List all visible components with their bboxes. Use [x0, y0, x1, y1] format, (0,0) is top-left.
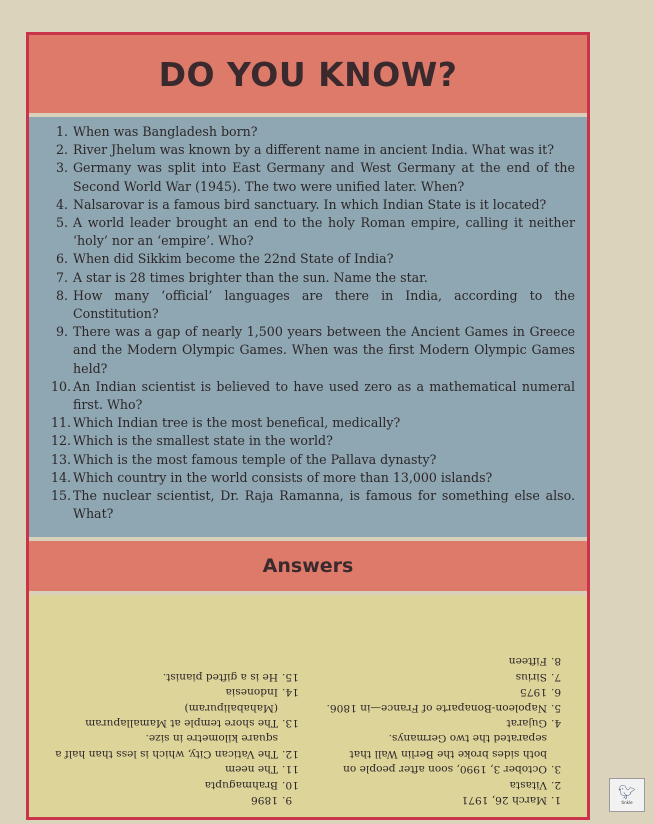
question-item-text: Which is the smallest state in the world? — [73, 433, 333, 449]
answer-item-text: He is a gifted pianist. — [162, 670, 278, 683]
answer-item-text: Napoleon-Bonaparte of France—in 1806. — [326, 701, 547, 714]
answer-item-number: 14. — [282, 686, 299, 699]
answer-item — [318, 668, 569, 683]
answers-heading: Answers — [262, 555, 354, 577]
question-item-text: The nuclear scientist, Dr. Raja Ramanna, is famous for something else also. What? — [73, 488, 575, 522]
answer-item — [49, 668, 300, 683]
question-item — [51, 451, 575, 469]
answers-upside-down — [29, 595, 587, 817]
question-item-text: When did Sikkim become the 22nd State of India? — [73, 251, 394, 267]
question-item-number: 3. — [55, 160, 68, 176]
question-item — [51, 487, 575, 523]
answers-banner — [29, 541, 587, 591]
question-item-text: A star is 28 times brighter than the sun. Name the star. — [73, 269, 428, 285]
answer-item-text: Sirius — [515, 670, 547, 683]
answer-item-number: 13. — [282, 716, 299, 729]
question-item-text: Which Indian tree is the most benefical, medically? — [73, 415, 401, 431]
answer-item — [49, 761, 300, 776]
question-item — [51, 287, 575, 323]
answer-item-text: 1975 — [520, 686, 547, 699]
answer-item-number: 5. — [551, 701, 562, 714]
answer-item-text: 1896 — [251, 794, 278, 806]
question-item — [51, 414, 575, 432]
question-item-text: Which country in the world consists of more than 13,000 islands? — [73, 469, 493, 485]
question-item-number: 6. — [55, 251, 68, 267]
question-item — [51, 378, 575, 414]
answer-item-text: The neem — [225, 763, 278, 776]
answer-item-text: Indonesia — [225, 686, 278, 699]
answers-panel — [29, 595, 587, 817]
question-item-number: 10. — [51, 378, 72, 394]
question-item-number: 7. — [55, 269, 68, 285]
answer-item-text: Gujarat — [506, 716, 547, 729]
answer-item — [318, 699, 569, 714]
answer-item-text: March 26, 1971 — [461, 794, 547, 806]
question-item-text: There was a gap of nearly 1,500 years between the Ancient Games in Greece and the Modern Olympic Games. When was the first Modern Olympic Games held? — [73, 324, 575, 376]
question-item-text: An Indian scientist is believed to have used zero as a mathematical numeral first. Who? — [73, 378, 575, 413]
answer-item-number: 8. — [551, 655, 562, 668]
question-item-number: 1. — [55, 124, 68, 139]
answer-item-text: Brahmagupta — [204, 778, 278, 791]
question-item-number: 2. — [55, 142, 68, 158]
answer-item-number: 3. — [551, 763, 562, 776]
question-item-number: 8. — [55, 287, 68, 303]
question-item-text: Which is the most famous temple of the Pallava dynasty? — [73, 451, 437, 467]
answer-item — [49, 776, 300, 791]
question-item — [51, 196, 575, 214]
answers-column-left — [300, 603, 569, 807]
answer-item — [318, 684, 569, 699]
question-item — [51, 269, 575, 287]
question-item-text: A world leader brought an end to the holy Roman empire, calling it neither ‘holy’ nor an ‘empire’. Who? — [73, 215, 575, 249]
answer-item-number: 9. — [282, 794, 293, 806]
question-item-number: 13. — [51, 451, 72, 467]
question-item — [51, 214, 575, 250]
answer-item-text: Vitasta — [509, 778, 547, 791]
question-item-text: Germany was split into East Germany and West Germany at the end of the Second World War (1945). The two were unified later. When? — [73, 160, 575, 194]
answer-item-number: 6. — [551, 686, 562, 699]
stamp-label: tinkle — [621, 799, 633, 805]
question-item-number: 4. — [55, 196, 68, 212]
question-item-text: River Jhelum was known by a different name in ancient India. What was it? — [73, 142, 554, 158]
question-item — [51, 250, 575, 268]
question-item-text: When was Bangladesh born? — [73, 124, 258, 139]
answer-item — [318, 730, 569, 776]
questions-panel — [29, 117, 587, 537]
answer-item — [49, 684, 300, 699]
answer-item — [49, 699, 300, 730]
question-item-number: 5. — [55, 215, 68, 231]
answer-item-text: The shore temple at Mamallapuram (Mahabalipuram) — [85, 701, 278, 729]
answer-item-number: 1. — [551, 794, 562, 806]
answer-item — [318, 715, 569, 730]
question-item — [51, 123, 575, 141]
answer-item-number: 11. — [282, 763, 299, 776]
question-item — [51, 159, 575, 195]
question-item-number: 11. — [51, 415, 72, 431]
publisher-stamp — [609, 778, 645, 812]
question-item — [51, 323, 575, 378]
question-item-text: Nalsarovar is a famous bird sanctuary. In which Indian State is it located? — [73, 196, 547, 212]
answer-item-text: October 3, 1990, soon after people on both sides broke the Berlin Wall that separated the two Germanys. — [343, 732, 547, 776]
answer-item-number: 12. — [282, 747, 299, 760]
answers-column-right — [49, 603, 300, 807]
answer-item-text: The Vatican City, which is less than half a square kilometre in size. — [55, 732, 278, 760]
answer-item — [49, 792, 300, 807]
question-item-number: 9. — [55, 324, 68, 340]
answer-item — [318, 792, 569, 807]
question-item-number: 12. — [51, 433, 72, 449]
answer-item-text: Fifteen — [508, 655, 547, 668]
answer-item — [318, 776, 569, 791]
questions-list — [51, 123, 575, 523]
question-item-text: How many ‘official’ languages are there in India, according to the Constitution? — [73, 287, 575, 322]
answer-item-number: 4. — [551, 716, 562, 729]
answer-item — [318, 653, 569, 668]
title-banner — [29, 35, 587, 113]
question-item-number: 14. — [51, 469, 72, 485]
answer-item — [49, 730, 300, 761]
answer-item-number: 7. — [551, 670, 562, 683]
answer-item-number: 15. — [282, 670, 299, 683]
question-item — [51, 141, 575, 159]
quiz-page-frame — [26, 32, 590, 820]
answer-item-number: 10. — [282, 778, 299, 791]
question-item — [51, 432, 575, 450]
bird-icon: 🐦︎ — [618, 784, 636, 801]
question-item-number: 15. — [51, 488, 72, 504]
page-title: DO YOU KNOW? — [158, 54, 458, 94]
answer-item-number: 2. — [551, 778, 562, 791]
question-item — [51, 469, 575, 487]
